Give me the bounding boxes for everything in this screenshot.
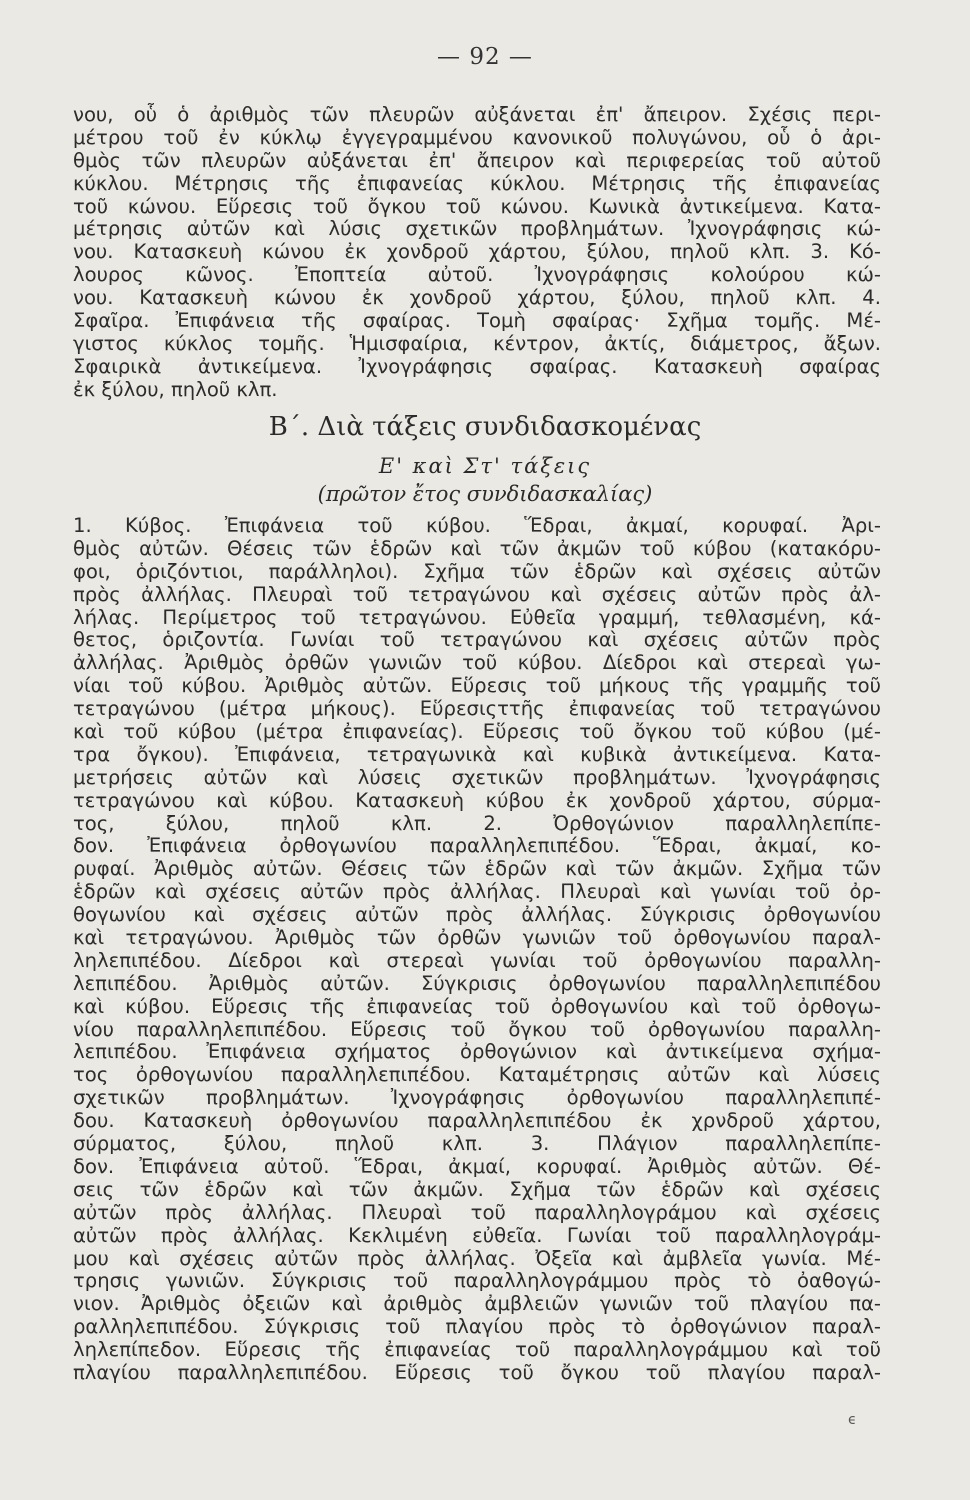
text-line: ληλεπίπεδον. Εὕρεσις τῆς ἐπιφανείας τοῦ παραλληλογράμμου καὶ τοῦ xyxy=(73,1338,881,1362)
margin-mark: ϵ xyxy=(848,1412,857,1428)
text-line: νίου παραλληλεπιπέδου. Εὕρεσις τοῦ ὄγκου τοῦ ὀρθογωνίου παραλλη- xyxy=(73,1017,881,1041)
text-line: θογωνίου καὶ σχέσεις αὐτῶν πρὸς ἀλλήλας. Σύγκρισις ὀρθογωνίου xyxy=(73,903,881,927)
text-line: δον. Ἐπιφάνεια αὐτοῦ. Ἕδραι, ἀκμαί, κορυφαί. Ἀριθμὸς αὐτῶν. Θέ- xyxy=(73,1154,881,1178)
text-line: ληλεπιπέδου. Δίεδροι καὶ στερεαὶ γωνίαι τοῦ ὀρθογωνίου παραλλη- xyxy=(73,948,881,972)
text-line: σχετικῶν προβλημάτων. Ἰχνογράφησις ὀρθογωνίου παραλληλεπιπέ- xyxy=(73,1086,881,1110)
text-line: λουρος κῶνος. Ἐποπτεία αὐτοῦ. Ἰχνογράφησις κολούρου κώ- xyxy=(73,263,881,287)
text-line: θετος, ὁριζοντία. Γωνίαι τοῦ τετραγώνου καὶ σχέσεις αὐτῶν πρὸς xyxy=(73,628,881,652)
text-line: τος ὀρθογωνίου παραλληλεπιπέδου. Καταμέτρησις αὐτῶν καὶ λύσεις xyxy=(73,1063,881,1087)
text-line: δου. Κατασκευὴ ὀρθογωνίου παραλληλεπιπέδου ἐκ χρνδροῦ χάρτου, xyxy=(73,1109,881,1133)
text-line: δον. Ἐπιφάνεια ὀρθογωνίου παραλληλεπιπέδου. Ἕδραι, ἀκμαί, κο- xyxy=(73,834,881,858)
text-line: πρὸς ἀλλήλας. Πλευραὶ τοῦ τετραγώνου καὶ σχέσεις αὐτῶν πρὸς ἀλ- xyxy=(73,582,881,606)
text-line: τοῦ κώνου. Εὕρεσις τοῦ ὄγκου τοῦ κώνου. Κωνικὰ ἀντικείμενα. Κατα- xyxy=(73,194,881,218)
text-line: αὐτῶν πρὸς ἀλλήλας. Κεκλιμένη εὐθεῖα. Γωνίαι τοῦ παραλληλογράμ- xyxy=(73,1223,881,1247)
text-line: κύκλου. Μέτρησις τῆς ἐπιφανείας κύκλου. Μέτρησις τῆς ἐπιφανείας xyxy=(73,171,881,195)
text-line: Σφαῖρα. Ἐπιφάνεια τῆς σφαίρας. Τομὴ σφαίρας· Σχῆμα τομῆς. Μέ- xyxy=(73,309,881,333)
text-line: καὶ τετραγώνου. Ἀριθμὸς τῶν ὀρθῶν γωνιῶν τοῦ ὀρθογωνίου παραλ- xyxy=(73,926,881,950)
text-line: ρυφαί. Ἀριθμὸς αὐτῶν. Θέσεις τῶν ἑδρῶν καὶ τῶν ἀκμῶν. Σχῆμα τῶν xyxy=(73,857,881,881)
section-heading: Β΄. Διὰ τάξεις συνδιδασκομένας xyxy=(268,412,702,442)
text-line: λεπιπέδου. Ἐπιφάνεια σχήματος ὀρθογώνιον καὶ ἀντικείμενα σχήμα- xyxy=(73,1040,881,1064)
text-line: τος, ξύλου, πηλοῦ κλπ. 2. Ὀρθογώνιον παραλληλεπίπε- xyxy=(73,811,881,835)
text-line: ἑδρῶν καὶ σχέσεις αὐτῶν πρὸς ἀλλήλας. Πλευραὶ καὶ γωνίαι τοῦ ὀρ- xyxy=(73,880,881,904)
text-line: πλαγίου παραλληλεπιπέδου. Εὕρεσις τοῦ ὄγκου τοῦ πλαγίου παραλ- xyxy=(73,1360,881,1384)
text-line: νου. Κατασκευὴ κώνου ἐκ χονδροῦ χάρτου, ξύλου, πηλοῦ κλπ. 4. xyxy=(73,286,881,310)
text-block-main xyxy=(73,515,881,1385)
text-line: καὶ κύβου. Εὕρεσις τῆς ἐπιφανείας τοῦ ὀρθογωνίου καὶ τοῦ ὀρθογω- xyxy=(73,994,881,1018)
text-line: μέτρου τοῦ ἐν κύκλῳ ἐγγεγραμμένου κανονικοῦ πολυγώνου, οὗ ὁ ἀρι- xyxy=(73,125,881,149)
text-line: γιστος κύκλος τομῆς. Ἡμισφαίρια, κέντρον, ἀκτίς, διάμετρος, ἄξων. xyxy=(73,331,881,355)
page-number: — 92 — xyxy=(437,44,533,70)
text-line: σεις τῶν ἑδρῶν καὶ τῶν ἀκμῶν. Σχῆμα τῶν ἑδρῶν καὶ σχέσεις xyxy=(73,1177,881,1201)
text-line: ἀλλήλας. Ἀριθμὸς ὀρθῶν γωνιῶν τοῦ κύβου. Δίεδροι καὶ στερεαὶ γω- xyxy=(73,651,881,675)
text-line: φοι, ὁριζόντιοι, παράλληλοι). Σχῆμα τῶν ἑδρῶν καὶ σχέσεις αὐτῶν xyxy=(73,559,881,583)
text-line: θμὸς αὐτῶν. Θέσεις τῶν ἑδρῶν καὶ τῶν ἀκμῶν τοῦ κύβου (κατακόρυ- xyxy=(73,536,881,560)
text-line: λήλας. Περίμετρος τοῦ τετραγώνου. Εὐθεῖα γραμμή, τεθλασμένη, κά- xyxy=(73,605,881,629)
text-line: νίαι τοῦ κύβου. Ἀριθμὸς αὐτῶν. Εὕρεσις τοῦ μήκους τῆς γραμμῆς τοῦ xyxy=(73,674,881,698)
text-line: αὐτῶν πρὸς ἀλλήλας. Πλευραὶ τοῦ παραλληλογράμου καὶ σχέσεις xyxy=(73,1200,881,1224)
text-line: καὶ τοῦ κύβου (μέτρα ἐπιφανείας). Εὕρεσις τοῦ ὄγκου τοῦ κύβου (μέ- xyxy=(73,720,881,744)
text-line: νου, οὗ ὁ ἀριθμὸς τῶν πλευρῶν αὐξάνεται ἐπ' ἄπειρον. Σχέσις περι- xyxy=(73,103,881,126)
text-line: μετρήσεις αὐτῶν καὶ λύσεις σχετικῶν προβλημάτων. Ἰχνογράφησις xyxy=(73,765,881,789)
text-line: τρα ὄγκου). Ἐπιφάνεια, τετραγωνικὰ καὶ κυβικὰ ἀντικείμενα. Κατα- xyxy=(73,742,881,766)
text-line: θμὸς τῶν πλευρῶν αὐξάνεται ἐπ' ἄπειρον καὶ περιφερείας τοῦ αὐτοῦ xyxy=(73,148,881,172)
text-line: σύρματος, ξύλου, πηλοῦ κλπ. 3. Πλάγιον παραλληλεπίπε- xyxy=(73,1132,881,1156)
text-block-top xyxy=(73,104,881,402)
text-line: μέτρησις αὐτῶν καὶ λύσις σχετικῶν προβλημάτων. Ἰχνογράφησις κώ- xyxy=(73,217,881,241)
text-line: νιον. Ἀριθμὸς ὀξειῶν καὶ ἀριθμὸς ἀμβλειῶν γωνιῶν τοῦ πλαγίου πα- xyxy=(73,1292,881,1316)
text-line: τρησις γωνιῶν. Σύγκρισις τοῦ παραλληλογράμμου πρὸς τὸ ὀαθογώ- xyxy=(73,1269,881,1293)
text-line: τετραγώνου (μέτρα μήκους). Εὕρεσιςττῆς ἐπιφανείας τοῦ τετραγώνου xyxy=(73,697,881,721)
text-line: νου. Κατασκευὴ κώνου ἐκ χονδροῦ χάρτου, ξύλου, πηλοῦ κλπ. 3. Κό- xyxy=(73,240,881,264)
text-line: ραλληλεπιπέδου. Σύγκρισις τοῦ πλαγίου πρὸς τὸ ὀρθογώνιον παραλ- xyxy=(73,1315,881,1339)
text-line: ἐκ ξύλου, πηλοῦ κλπ. xyxy=(73,377,278,401)
text-line: μου καὶ σχέσεις αὐτῶν πρὸς ἀλλήλας. Ὀξεῖα καὶ ἀμβλεῖα γωνία. Μέ- xyxy=(73,1246,881,1270)
text-line: Σφαιρικὰ ἀντικείμενα. Ἰχνογράφησις σφαίρας. Κατασκευὴ σφαίρας xyxy=(73,354,881,378)
text-line: τετραγώνου καὶ κύβου. Κατασκευὴ κύβου ἐκ χονδροῦ χάρτου, σύρμα- xyxy=(73,788,881,812)
section-subheading: Ε' καὶ Στ' τάξεις xyxy=(378,454,592,478)
section-note: (πρῶτον ἔτος συνδιδασκαλίας) xyxy=(317,482,653,506)
text-line: 1. Κύβος. Ἐπιφάνεια τοῦ κύβου. Ἕδραι, ἀκμαί, κορυφαί. Ἀρι- xyxy=(73,514,881,537)
text-line: λεπιπέδου. Ἀριθμὸς αὐτῶν. Σύγκρισις ὀρθογωνίου παραλληλεπιπέδου xyxy=(73,971,881,995)
